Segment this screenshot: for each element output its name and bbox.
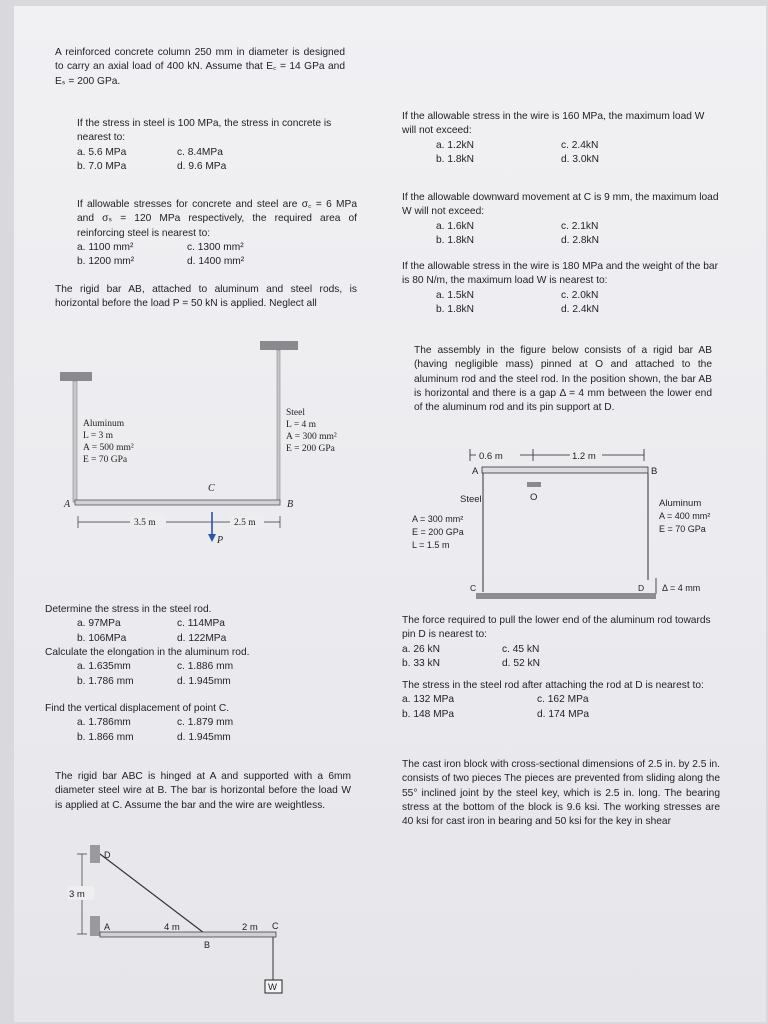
point-b-label: B: [651, 466, 658, 477]
option-b: b. 1.866 mm: [77, 731, 134, 743]
option-a: a. 1.2kN: [436, 139, 474, 151]
question-bar-weight-max-load: [402, 260, 720, 317]
steel-length: L = 1.5 m: [412, 540, 450, 550]
question-displacement-c: [45, 702, 345, 745]
option-d: d. 52 kN: [502, 657, 540, 669]
question-text: If the allowable stress in the wire is 160 MPa, the maximum load W will not exceed:: [402, 111, 705, 137]
option-b: b. 1.8kN: [436, 303, 474, 315]
dimension-2-5m: 2.5 m: [234, 518, 256, 528]
steel-area: A = 300 mm²: [286, 432, 337, 442]
option-d: d. 2.4kN: [561, 303, 599, 315]
option-d: d. 122MPa: [177, 632, 227, 644]
option-a: a. 132 MPa: [402, 694, 455, 706]
option-d: d. 1400 mm²: [187, 256, 245, 268]
option-d: d. 2.8kN: [561, 234, 599, 246]
option-c: c. 2.0kN: [561, 289, 599, 301]
option-a: a. 1.5kN: [436, 289, 474, 301]
option-c: c. 1300 mm²: [187, 241, 244, 253]
aluminum-modulus: E = 70 GPa: [659, 524, 706, 534]
option-b: b. 1200 mm²: [77, 256, 135, 268]
point-d-label: D: [104, 850, 111, 860]
question-aluminum-elongation: [45, 646, 345, 689]
column-problem-text: A reinforced concrete column 250 mm in diameter is designed to carry an axial load of 400 kN. Assume that E꜀ = 14 GPa and Eₛ = 200 GPa.: [55, 47, 345, 87]
point-b-label: B: [287, 499, 294, 510]
cast-iron-text: The cast iron block with cross-sectional dimensions of 2.5 in. by 2.5 in. consists of two pieces The pieces are prevented from sliding along the 55° inclined joint by the steel key, which is 2.5 in. long. The bearing stress at the bottom of the block is 9.6 ksi. The working stresses are 40 ksi for cast iron in bearing and 50 ksi for the key in shear: [402, 759, 720, 828]
option-d: d. 3.0kN: [561, 153, 599, 165]
steel-label: Steel: [460, 494, 482, 505]
option-d: d. 1.945mm: [177, 731, 231, 743]
option-c: c. 1.879 mm: [177, 717, 234, 729]
wire-bd: [100, 854, 208, 936]
option-a: a. 1.635mm: [77, 661, 131, 673]
aluminum-support-block: [60, 372, 92, 381]
option-d: d. 174 MPa: [537, 708, 590, 720]
question-text: If allowable stresses for concrete and steel are σ꜀ = 6 MPa and σₛ = 120 MPa respectively, the required area of reinforcing steel is nearest to:: [77, 199, 357, 239]
assembly-figure: [400, 442, 736, 622]
question-text: Find the vertical displacement of point C.: [45, 703, 230, 714]
steel-rod: [277, 350, 280, 502]
steel-label: Steel: [286, 408, 305, 418]
rigid-bar-abc-intro: [55, 770, 351, 813]
question-text: The stress in the steel rod after attaching the rod at D is nearest to:: [402, 680, 704, 691]
rigid-bar-ab: [482, 467, 648, 473]
load-p-label: P: [217, 535, 224, 546]
dimension-0-6m: 0.6 m: [479, 451, 503, 462]
option-c: c. 8.4MPa: [177, 146, 223, 158]
option-a: a. 26 kN: [402, 643, 440, 655]
point-c-label: C: [272, 921, 279, 931]
aluminum-label: Aluminum: [659, 498, 702, 509]
point-a-label: A: [64, 499, 71, 510]
assembly-intro: [414, 344, 712, 415]
option-c: c. 2.4kN: [561, 139, 599, 151]
option-d: d. 9.6 MPa: [177, 160, 227, 172]
option-c: c. 2.1kN: [561, 220, 599, 232]
point-a-label: A: [472, 466, 479, 477]
question-text: If the allowable stress in the wire is 180 MPa and the weight of the bar is 80 N/m, the maximum load W is nearest to:: [402, 261, 718, 287]
rigid-bar-abc-text: The rigid bar ABC is hinged at A and supported with a 6mm diameter steel wire at B. The bar is horizontal before the load W is applied at C. Assume the bar and the wire are weightless.: [55, 771, 351, 811]
aluminum-area: A = 500 mm²: [83, 443, 134, 453]
question-pull-force: [402, 614, 720, 671]
option-b: b. 33 kN: [402, 657, 440, 669]
option-b: b. 1.8kN: [436, 234, 474, 246]
wall-support-top: [90, 845, 100, 863]
wall-support-bottom: [90, 916, 100, 936]
question-movement-max-load: [402, 191, 720, 248]
load-p-arrowhead: [208, 534, 216, 542]
steel-modulus: E = 200 GPa: [412, 527, 464, 537]
point-o-label: O: [530, 492, 538, 503]
cast-iron-problem: [402, 758, 720, 829]
option-b: b. 148 MPa: [402, 708, 455, 720]
ground-base: [476, 593, 656, 599]
aluminum-rod: [73, 381, 77, 502]
option-a: a. 1100 mm²: [77, 241, 134, 253]
dimension-3m: 3 m: [69, 889, 85, 900]
steel-support-block: [260, 341, 298, 350]
column-problem-intro: [55, 46, 345, 89]
hinged-bar-figure: [64, 842, 284, 1002]
option-b: b. 1.786 mm: [77, 675, 134, 687]
point-d-label: D: [638, 583, 645, 593]
option-a: a. 97MPa: [77, 618, 121, 630]
option-d: d. 1.945mm: [177, 675, 231, 687]
question-wire-stress-max-load: [402, 110, 720, 167]
aluminum-label: Aluminum: [83, 419, 125, 429]
assembly-text: The assembly in the figure below consists of a rigid bar AB (having negligible mass) pinned at O and attached to the aluminum rod and the steel rod. In the position shown, the bar AB is horizontal and there is a gap Δ = 4 mm between the lower end of the aluminum rod and its pin support at D.: [414, 345, 712, 414]
rigid-bar-figure: [54, 336, 337, 556]
option-c: c. 114MPa: [177, 618, 225, 630]
steel-area: A = 300 mm²: [412, 514, 464, 524]
load-w-label: W: [268, 982, 277, 993]
rigid-bar-intro: [55, 283, 357, 312]
question-text: If the allowable downward movement at C is 9 mm, the maximum load W will not exceed:: [402, 192, 719, 218]
option-b: b. 7.0 MPa: [77, 160, 127, 172]
point-c-label: C: [208, 483, 215, 494]
option-b: b. 106MPa: [77, 632, 127, 644]
dimension-2m: 2 m: [242, 922, 258, 933]
aluminum-modulus: E = 70 GPa: [83, 455, 128, 465]
dimension-3-5m: 3.5 m: [134, 518, 156, 528]
option-a: a. 1.786mm: [77, 717, 131, 729]
option-b: b. 1.8kN: [436, 153, 474, 165]
point-c-label: C: [470, 583, 477, 593]
question-concrete-stress: [77, 117, 337, 174]
point-a-label: A: [104, 922, 111, 932]
question-text: The force required to pull the lower end of the aluminum rod towards pin D is nearest to:: [402, 615, 711, 641]
aluminum-area: A = 400 mm²: [659, 511, 711, 521]
question-steel-stress-after: [402, 679, 720, 722]
option-a: a. 5.6 MPa: [77, 146, 127, 158]
point-b-label: B: [204, 940, 211, 950]
option-c: c. 45 kN: [502, 643, 540, 655]
rigid-bar: [75, 500, 280, 505]
steel-modulus: E = 200 GPa: [286, 444, 335, 454]
aluminum-length: L = 3 m: [83, 431, 114, 441]
question-text: Determine the stress in the steel rod.: [45, 604, 212, 615]
question-text: If the stress in steel is 100 MPa, the stress in concrete is nearest to:: [77, 118, 332, 144]
pin-o-support: [527, 482, 541, 487]
option-a: a. 1.6kN: [436, 220, 474, 232]
question-text: Calculate the elongation in the aluminum rod.: [45, 647, 250, 658]
option-c: c. 162 MPa: [537, 694, 589, 706]
rigid-bar-text: The rigid bar AB, attached to aluminum and steel rods, is horizontal before the load P = 50 kN is applied. Neglect all: [55, 284, 357, 310]
document-page: [14, 6, 766, 1022]
dimension-4m: 4 m: [164, 922, 180, 933]
question-steel-area: [77, 198, 357, 269]
question-steel-stress: [45, 603, 345, 646]
steel-length: L = 4 m: [286, 420, 317, 430]
option-c: c. 1.886 mm: [177, 661, 234, 673]
gap-label: Δ = 4 mm: [662, 583, 701, 593]
dimension-1-2m: 1.2 m: [572, 451, 596, 462]
